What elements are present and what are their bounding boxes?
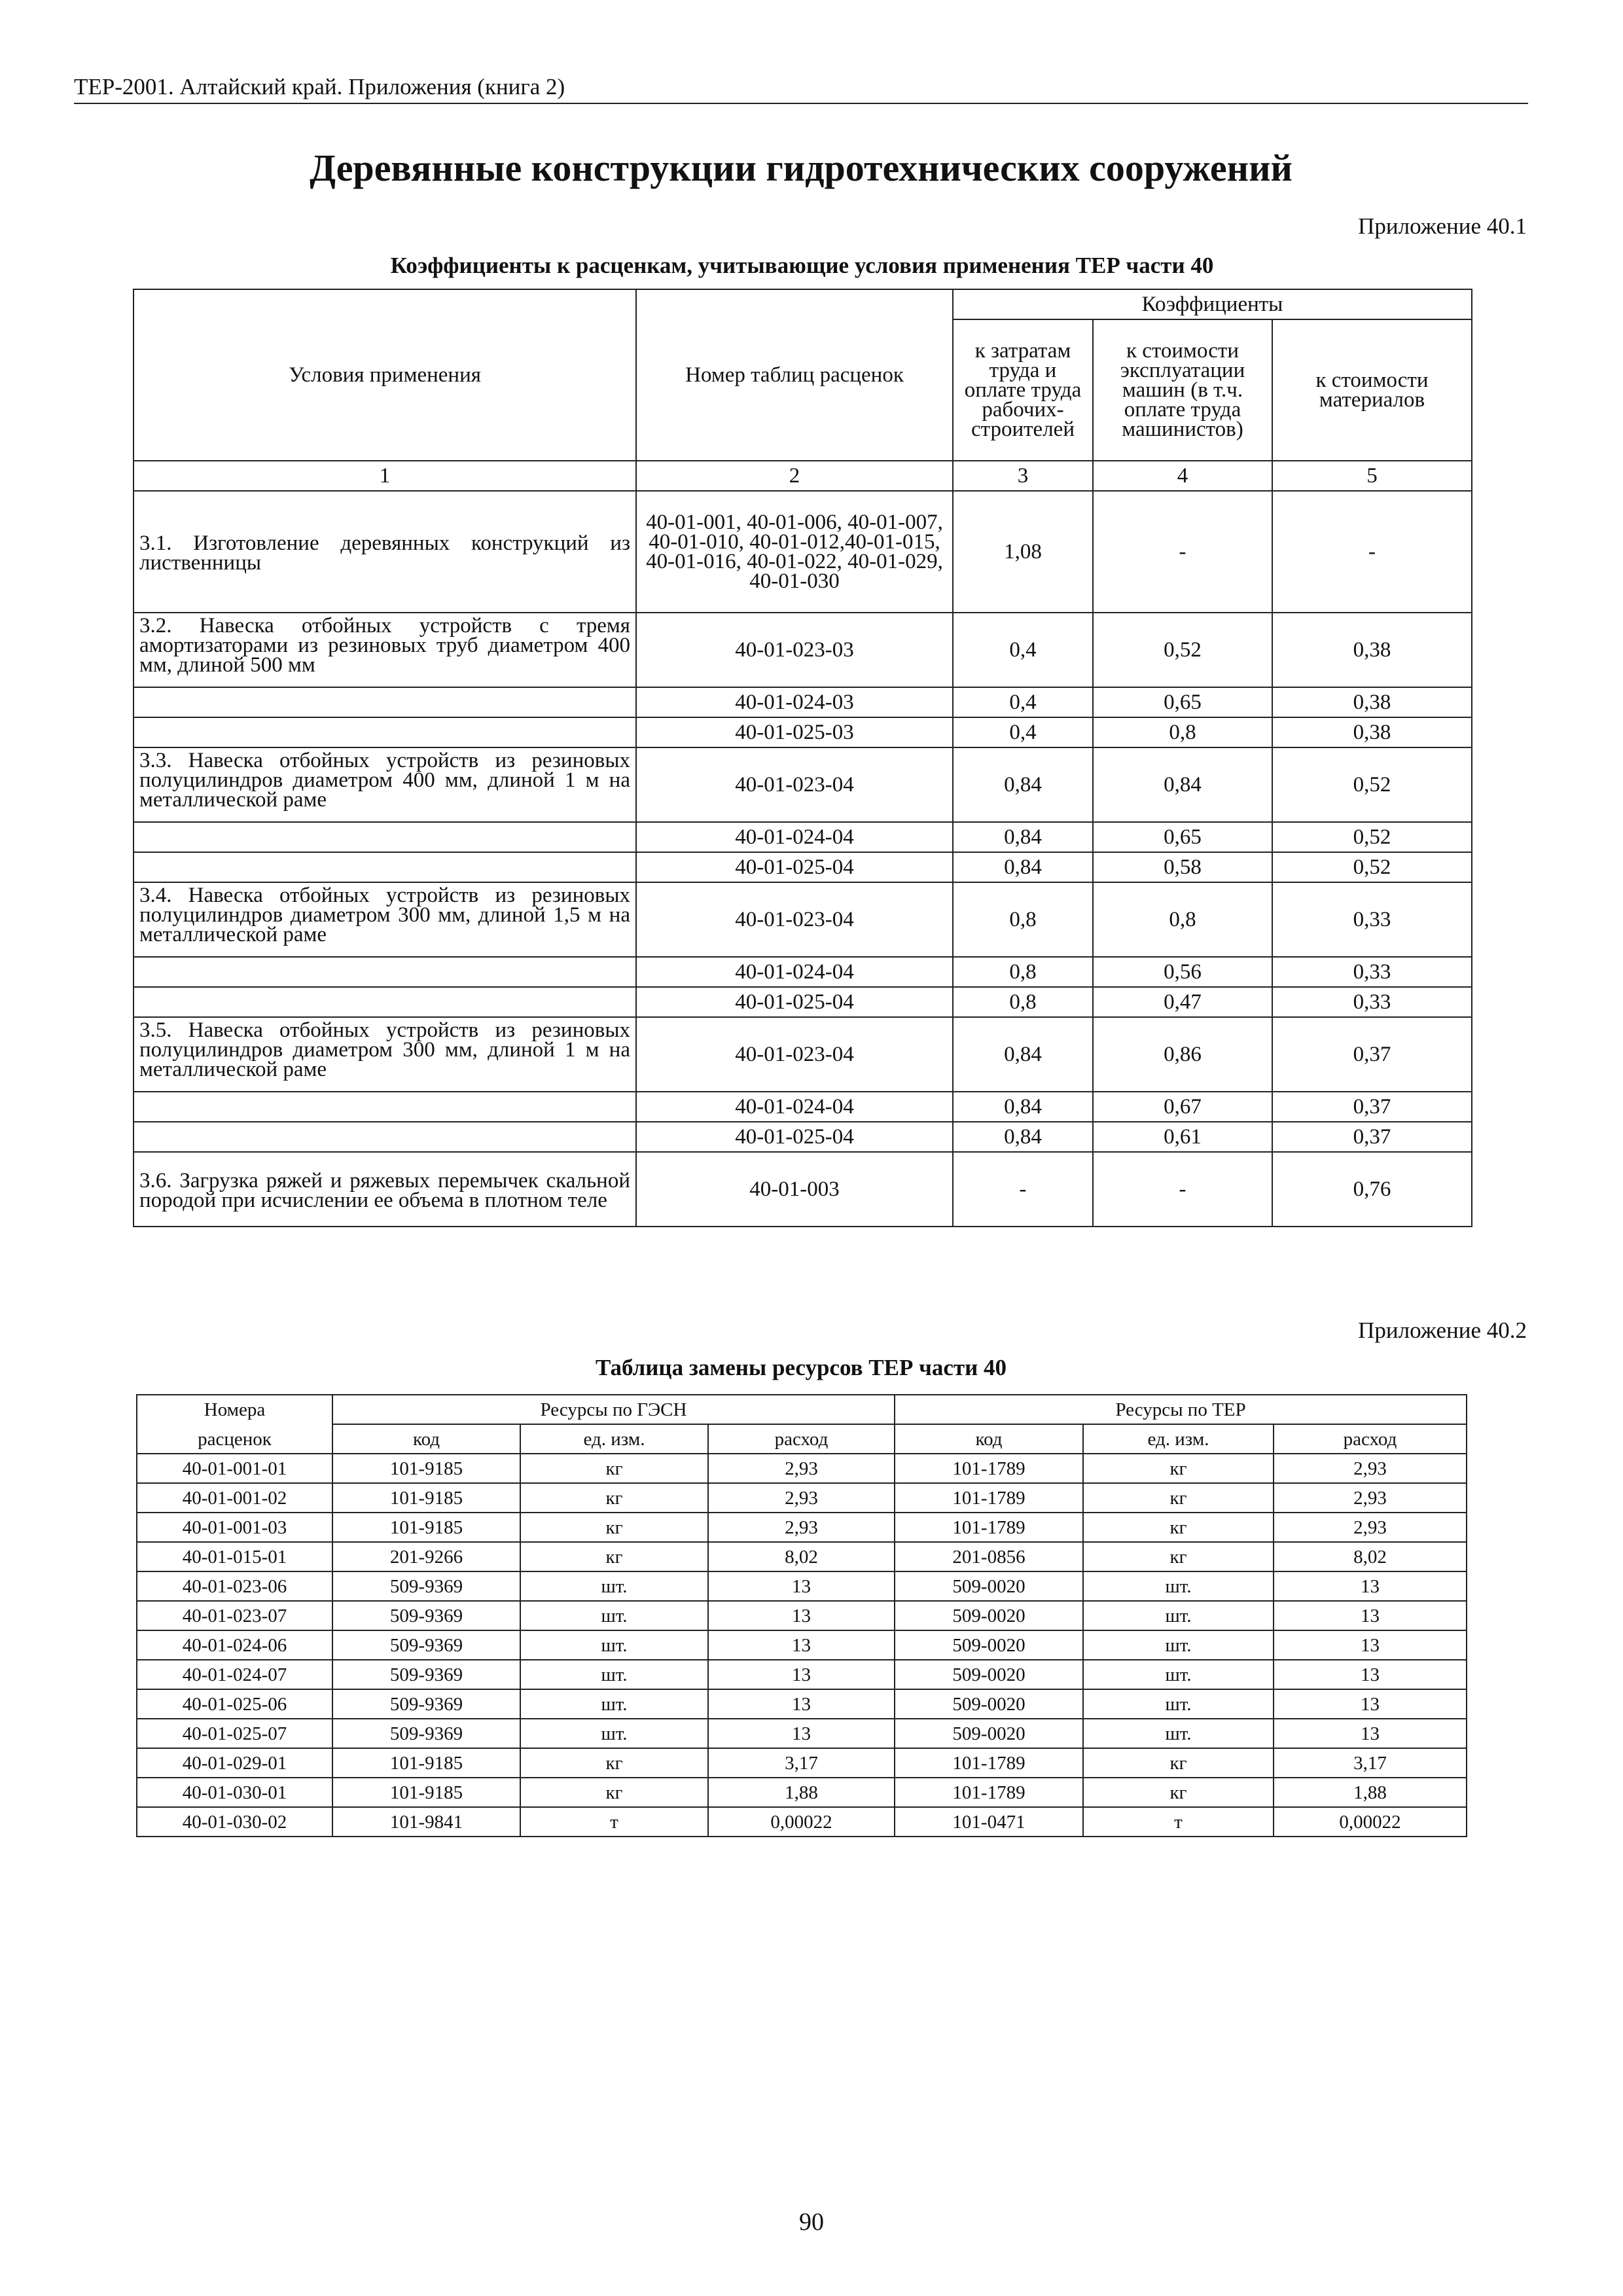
- rate-number: 40-01-030-02: [137, 1807, 332, 1837]
- gesn-consumption: 0,00022: [708, 1807, 895, 1837]
- ter-consumption: 2,93: [1274, 1454, 1467, 1483]
- coefficient-row: [134, 1122, 1472, 1152]
- gesn-unit: кг: [520, 1483, 708, 1513]
- machines-coefficient: 0,84: [1093, 747, 1272, 822]
- header-ter-code: код: [895, 1424, 1083, 1454]
- header-ter-unit: ед. изм.: [1083, 1424, 1274, 1454]
- gesn-consumption: 13: [708, 1719, 895, 1748]
- ter-unit: кг: [1083, 1748, 1274, 1778]
- appendix-40-2-label: Приложение 40.2: [1358, 1318, 1527, 1343]
- rate-number: 40-01-015-01: [137, 1542, 332, 1571]
- header-rate-numbers: Номера: [137, 1395, 332, 1424]
- gesn-consumption: 13: [708, 1630, 895, 1660]
- resource-row: [137, 1778, 1467, 1807]
- rate-number: 40-01-024-07: [137, 1660, 332, 1689]
- condition-cell: 3.4. Навеска отбойных устройств из резиновых полуцилиндров диаметром 300 мм, длиной 1,5 м на металлической раме: [134, 882, 636, 957]
- ter-unit: кг: [1083, 1542, 1274, 1571]
- coefficient-row: [134, 1152, 1472, 1227]
- machines-coefficient: 0,65: [1093, 822, 1272, 852]
- materials-coefficient: 0,52: [1272, 852, 1472, 882]
- rate-table-numbers: 40-01-023-04: [636, 1017, 953, 1092]
- coefficient-row: [134, 822, 1472, 852]
- resource-row: [137, 1660, 1467, 1689]
- ter-consumption: 8,02: [1274, 1542, 1467, 1571]
- header-rate-numbers-cont: расценок: [137, 1424, 332, 1454]
- materials-coefficient: -: [1272, 491, 1472, 613]
- coefficient-row: [134, 687, 1472, 717]
- ter-code: 101-0471: [895, 1807, 1083, 1837]
- condition-cell: 3.3. Навеска отбойных устройств из резиновых полуцилиндров диаметром 400 мм, длиной 1 м на металлической раме: [134, 747, 636, 822]
- coefficient-row: [134, 613, 1472, 687]
- rate-number: 40-01-023-07: [137, 1601, 332, 1630]
- rate-table-numbers: 40-01-023-04: [636, 747, 953, 822]
- gesn-consumption: 13: [708, 1689, 895, 1719]
- ter-unit: кг: [1083, 1513, 1274, 1542]
- gesn-code: 509-9369: [332, 1719, 520, 1748]
- ter-consumption: 2,93: [1274, 1483, 1467, 1513]
- gesn-unit: шт.: [520, 1630, 708, 1660]
- rate-table-numbers: 40-01-003: [636, 1152, 953, 1227]
- ter-consumption: 2,93: [1274, 1513, 1467, 1542]
- gesn-unit: шт.: [520, 1719, 708, 1748]
- labor-coefficient: 1,08: [953, 491, 1093, 613]
- rate-table-numbers: 40-01-024-03: [636, 687, 953, 717]
- rate-number: 40-01-024-06: [137, 1630, 332, 1660]
- ter-consumption: 1,88: [1274, 1778, 1467, 1807]
- labor-coefficient: 0,8: [953, 957, 1093, 987]
- gesn-unit: кг: [520, 1778, 708, 1807]
- header-machines: к стоимости эксплуатации машин (в т.ч. оплате труда машинистов): [1093, 319, 1272, 461]
- running-header: ТЕР-2001. Алтайский край. Приложения (книга 2): [74, 74, 1528, 104]
- resources-table-caption: Таблица замены ресурсов ТЕР части 40: [596, 1355, 1007, 1380]
- gesn-code: 509-9369: [332, 1630, 520, 1660]
- header-gesn-code: код: [332, 1424, 520, 1454]
- gesn-code: 201-9266: [332, 1542, 520, 1571]
- header-table-numbers: Номер таблиц расценок: [636, 289, 953, 461]
- resource-row: [137, 1571, 1467, 1601]
- gesn-consumption: 3,17: [708, 1748, 895, 1778]
- materials-coefficient: 0,37: [1272, 1092, 1472, 1122]
- rate-table-numbers: 40-01-024-04: [636, 822, 953, 852]
- labor-coefficient: 0,4: [953, 613, 1093, 687]
- condition-cell: 3.6. Загрузка ряжей и ряжевых перемычек скальной породой при исчислении ее объема в плотном теле: [134, 1152, 636, 1227]
- gesn-code: 101-9185: [332, 1778, 520, 1807]
- materials-coefficient: 0,38: [1272, 687, 1472, 717]
- appendix-40-1-label: Приложение 40.1: [1358, 213, 1527, 239]
- ter-code: 509-0020: [895, 1630, 1083, 1660]
- rate-table-numbers: 40-01-025-04: [636, 852, 953, 882]
- header-ter-resources: Ресурсы по ТЕР: [895, 1395, 1467, 1424]
- gesn-unit: шт.: [520, 1601, 708, 1630]
- resource-row: [137, 1719, 1467, 1748]
- labor-coefficient: 0,4: [953, 717, 1093, 747]
- gesn-unit: шт.: [520, 1571, 708, 1601]
- header-materials: к стоимости материалов: [1272, 319, 1472, 461]
- gesn-consumption: 13: [708, 1571, 895, 1601]
- column-number: 2: [636, 461, 953, 491]
- column-number: 3: [953, 461, 1093, 491]
- machines-coefficient: 0,65: [1093, 687, 1272, 717]
- labor-coefficient: 0,8: [953, 987, 1093, 1017]
- resource-row: [137, 1454, 1467, 1483]
- ter-code: 509-0020: [895, 1660, 1083, 1689]
- page-number: 90: [799, 2208, 824, 2236]
- gesn-code: 509-9369: [332, 1660, 520, 1689]
- column-number-row: [134, 461, 1472, 491]
- gesn-consumption: 2,93: [708, 1454, 895, 1483]
- coefficients-table-caption: Коэффициенты к расценкам, учитывающие условия применения ТЕР части 40: [390, 253, 1214, 278]
- ter-code: 509-0020: [895, 1689, 1083, 1719]
- labor-coefficient: 0,84: [953, 852, 1093, 882]
- resource-row: [137, 1513, 1467, 1542]
- column-number: 5: [1272, 461, 1472, 491]
- machines-coefficient: 0,8: [1093, 882, 1272, 957]
- gesn-code: 101-9185: [332, 1454, 520, 1483]
- gesn-consumption: 2,93: [708, 1513, 895, 1542]
- header-gesn-unit: ед. изм.: [520, 1424, 708, 1454]
- machines-coefficient: 0,52: [1093, 613, 1272, 687]
- resources-table: [136, 1394, 1467, 1837]
- coefficient-row: [134, 882, 1472, 957]
- ter-unit: шт.: [1083, 1601, 1274, 1630]
- coefficients-table: [133, 289, 1472, 1227]
- machines-coefficient: -: [1093, 1152, 1272, 1227]
- rate-number: 40-01-023-06: [137, 1571, 332, 1601]
- resource-row: [137, 1807, 1467, 1837]
- rate-number: 40-01-025-07: [137, 1719, 332, 1748]
- ter-code: 509-0020: [895, 1601, 1083, 1630]
- rate-number: 40-01-029-01: [137, 1748, 332, 1778]
- condition-cell: 3.1. Изготовление деревянных конструкций из лиственницы: [134, 491, 636, 613]
- resource-row: [137, 1689, 1467, 1719]
- ter-consumption: 0,00022: [1274, 1807, 1467, 1837]
- labor-coefficient: 0,4: [953, 687, 1093, 717]
- gesn-unit: шт.: [520, 1660, 708, 1689]
- materials-coefficient: 0,38: [1272, 613, 1472, 687]
- coefficient-row: [134, 1092, 1472, 1122]
- coefficient-row: [134, 987, 1472, 1017]
- page-title: Деревянные конструкции гидротехнических сооружений: [310, 147, 1293, 189]
- rate-table-numbers: 40-01-001, 40-01-006, 40-01-007, 40-01-010, 40-01-012,40-01-015, 40-01-016, 40-01-022, 40-01-029, 40-01-030: [636, 491, 953, 613]
- gesn-consumption: 13: [708, 1601, 895, 1630]
- rate-number: 40-01-001-01: [137, 1454, 332, 1483]
- gesn-unit: кг: [520, 1748, 708, 1778]
- gesn-consumption: 8,02: [708, 1542, 895, 1571]
- labor-coefficient: 0,8: [953, 882, 1093, 957]
- machines-coefficient: 0,67: [1093, 1092, 1272, 1122]
- ter-consumption: 13: [1274, 1571, 1467, 1601]
- gesn-unit: кг: [520, 1454, 708, 1483]
- rate-table-numbers: 40-01-024-04: [636, 957, 953, 987]
- machines-coefficient: 0,61: [1093, 1122, 1272, 1152]
- ter-unit: шт.: [1083, 1571, 1274, 1601]
- ter-consumption: 13: [1274, 1630, 1467, 1660]
- materials-coefficient: 0,76: [1272, 1152, 1472, 1227]
- coefficient-row: [134, 852, 1472, 882]
- ter-unit: шт.: [1083, 1630, 1274, 1660]
- ter-consumption: 13: [1274, 1689, 1467, 1719]
- ter-code: 509-0020: [895, 1719, 1083, 1748]
- header-coefficients: Коэффициенты: [953, 289, 1472, 319]
- resource-row: [137, 1748, 1467, 1778]
- condition-cell-continued: [134, 852, 636, 882]
- gesn-consumption: 2,93: [708, 1483, 895, 1513]
- rate-number: 40-01-001-03: [137, 1513, 332, 1542]
- gesn-unit: т: [520, 1807, 708, 1837]
- ter-unit: шт.: [1083, 1689, 1274, 1719]
- materials-coefficient: 0,37: [1272, 1122, 1472, 1152]
- coefficient-row: [134, 717, 1472, 747]
- materials-coefficient: 0,37: [1272, 1017, 1472, 1092]
- materials-coefficient: 0,38: [1272, 717, 1472, 747]
- condition-cell: 3.5. Навеска отбойных устройств из резиновых полуцилиндров диаметром 300 мм, длиной 1 м на металлической раме: [134, 1017, 636, 1092]
- materials-coefficient: 0,33: [1272, 882, 1472, 957]
- ter-unit: кг: [1083, 1454, 1274, 1483]
- coefficient-row: [134, 491, 1472, 613]
- materials-coefficient: 0,33: [1272, 987, 1472, 1017]
- rate-number: 40-01-030-01: [137, 1778, 332, 1807]
- machines-coefficient: 0,8: [1093, 717, 1272, 747]
- column-number: 4: [1093, 461, 1272, 491]
- ter-code: 101-1789: [895, 1454, 1083, 1483]
- coefficient-row: [134, 957, 1472, 987]
- labor-coefficient: -: [953, 1152, 1093, 1227]
- coefficient-row: [134, 747, 1472, 822]
- condition-cell-continued: [134, 1122, 636, 1152]
- rate-table-numbers: 40-01-025-04: [636, 1122, 953, 1152]
- ter-code: 201-0856: [895, 1542, 1083, 1571]
- header-labor: к затратам труда и оплате труда рабочих-строителей: [953, 319, 1093, 461]
- ter-code: 509-0020: [895, 1571, 1083, 1601]
- resource-row: [137, 1542, 1467, 1571]
- condition-cell-continued: [134, 957, 636, 987]
- ter-unit: шт.: [1083, 1719, 1274, 1748]
- gesn-code: 101-9185: [332, 1748, 520, 1778]
- ter-code: 101-1789: [895, 1748, 1083, 1778]
- ter-consumption: 13: [1274, 1660, 1467, 1689]
- ter-consumption: 13: [1274, 1719, 1467, 1748]
- resource-row: [137, 1483, 1467, 1513]
- materials-coefficient: 0,52: [1272, 822, 1472, 852]
- gesn-code: 101-9185: [332, 1513, 520, 1542]
- condition-cell-continued: [134, 1092, 636, 1122]
- labor-coefficient: 0,84: [953, 1017, 1093, 1092]
- rate-number: 40-01-025-06: [137, 1689, 332, 1719]
- resource-row: [137, 1601, 1467, 1630]
- gesn-consumption: 13: [708, 1660, 895, 1689]
- ter-unit: кг: [1083, 1483, 1274, 1513]
- condition-cell: 3.2. Навеска отбойных устройств с тремя амортизаторами из резиновых труб диаметром 400 мм, длиной 500 мм: [134, 613, 636, 687]
- rate-table-numbers: 40-01-024-04: [636, 1092, 953, 1122]
- labor-coefficient: 0,84: [953, 1092, 1093, 1122]
- materials-coefficient: 0,52: [1272, 747, 1472, 822]
- gesn-code: 101-9841: [332, 1807, 520, 1837]
- gesn-code: 509-9369: [332, 1601, 520, 1630]
- labor-coefficient: 0,84: [953, 1122, 1093, 1152]
- gesn-unit: кг: [520, 1513, 708, 1542]
- rate-table-numbers: 40-01-025-03: [636, 717, 953, 747]
- ter-code: 101-1789: [895, 1513, 1083, 1542]
- rate-table-numbers: 40-01-025-04: [636, 987, 953, 1017]
- ter-unit: шт.: [1083, 1660, 1274, 1689]
- gesn-unit: шт.: [520, 1689, 708, 1719]
- condition-cell-continued: [134, 822, 636, 852]
- header-ter-consumption: расход: [1274, 1424, 1467, 1454]
- gesn-code: 509-9369: [332, 1689, 520, 1719]
- condition-cell-continued: [134, 717, 636, 747]
- ter-unit: кг: [1083, 1778, 1274, 1807]
- header-gesn-resources: Ресурсы по ГЭСН: [332, 1395, 895, 1424]
- ter-consumption: 13: [1274, 1601, 1467, 1630]
- machines-coefficient: 0,47: [1093, 987, 1272, 1017]
- condition-cell-continued: [134, 987, 636, 1017]
- labor-coefficient: 0,84: [953, 822, 1093, 852]
- gesn-consumption: 1,88: [708, 1778, 895, 1807]
- ter-consumption: 3,17: [1274, 1748, 1467, 1778]
- header-gesn-consumption: расход: [708, 1424, 895, 1454]
- labor-coefficient: 0,84: [953, 747, 1093, 822]
- header-conditions: Условия применения: [134, 289, 636, 461]
- machines-coefficient: 0,56: [1093, 957, 1272, 987]
- rate-table-numbers: 40-01-023-03: [636, 613, 953, 687]
- coefficient-row: [134, 1017, 1472, 1092]
- ter-code: 101-1789: [895, 1483, 1083, 1513]
- column-number: 1: [134, 461, 636, 491]
- materials-coefficient: 0,33: [1272, 957, 1472, 987]
- rate-number: 40-01-001-02: [137, 1483, 332, 1513]
- gesn-code: 101-9185: [332, 1483, 520, 1513]
- condition-cell-continued: [134, 687, 636, 717]
- rate-table-numbers: 40-01-023-04: [636, 882, 953, 957]
- resource-row: [137, 1630, 1467, 1660]
- machines-coefficient: -: [1093, 491, 1272, 613]
- gesn-unit: кг: [520, 1542, 708, 1571]
- ter-unit: т: [1083, 1807, 1274, 1837]
- machines-coefficient: 0,86: [1093, 1017, 1272, 1092]
- machines-coefficient: 0,58: [1093, 852, 1272, 882]
- gesn-code: 509-9369: [332, 1571, 520, 1601]
- ter-code: 101-1789: [895, 1778, 1083, 1807]
